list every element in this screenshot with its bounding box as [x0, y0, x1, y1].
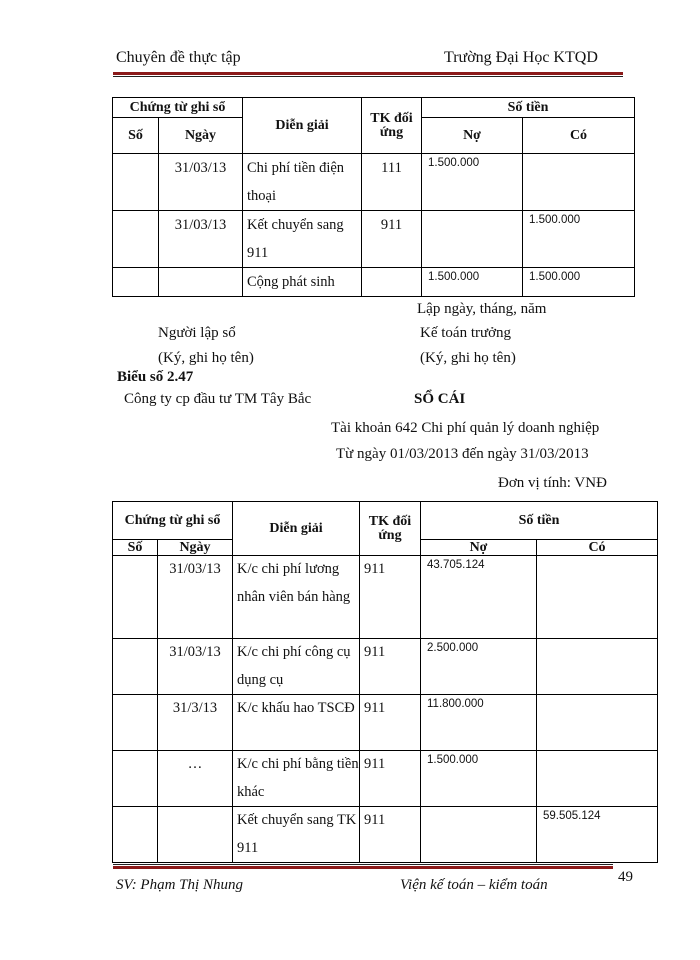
- cell-so: [113, 751, 158, 807]
- cell-tk: [362, 268, 422, 297]
- ledger-table-2: [112, 501, 658, 863]
- col-no-header: Nợ: [422, 118, 523, 154]
- cell-co: 1.500.000: [523, 211, 635, 268]
- table-row: [113, 154, 635, 211]
- footer-rule-thick: [113, 866, 613, 869]
- cell-no: 1.500.000: [422, 154, 523, 211]
- col-tk-header: TK đối ứng: [360, 502, 421, 556]
- cell-dien-giai: Kết chuyển sang TK 911: [233, 807, 360, 863]
- col-no-header: Nợ: [421, 540, 537, 556]
- table-row: [113, 211, 635, 268]
- table-row: [113, 751, 658, 807]
- cell-dien-giai: K/c chi phí công cụ dụng cụ: [233, 639, 360, 695]
- col-ngay-header: Ngày: [159, 118, 243, 154]
- cell-so: [113, 556, 158, 639]
- cell-dien-giai: Chi phí tiền điện thoại: [243, 154, 362, 211]
- header-rule-thin: [113, 76, 623, 77]
- signature-preparer-note: (Ký, ghi họ tên): [158, 350, 254, 366]
- cell-co: [537, 751, 658, 807]
- signature-chief-note: (Ký, ghi họ tên): [420, 350, 516, 366]
- cell-dien-giai: Cộng phát sinh: [243, 268, 362, 297]
- cell-ngay: [159, 268, 243, 297]
- cell-no: [421, 807, 537, 863]
- col-so-tien-header: Số tiền: [422, 98, 635, 118]
- cell-tk: 911: [360, 807, 421, 863]
- cell-co: [523, 154, 635, 211]
- cell-tk: 911: [360, 556, 421, 639]
- col-group-header: Chứng từ ghi sổ: [113, 502, 233, 540]
- cell-ngay: 31/03/13: [159, 154, 243, 211]
- cell-so: [113, 639, 158, 695]
- cell-co: 1.500.000: [523, 268, 635, 297]
- cell-tk: 911: [362, 211, 422, 268]
- cell-no: 11.800.000: [421, 695, 537, 751]
- cell-so: [113, 154, 159, 211]
- account-name: Tài khoản 642 Chi phí quản lý doanh nghiệp: [331, 420, 600, 436]
- cell-no: 1.500.000: [421, 751, 537, 807]
- footer-rule-thin: [113, 864, 613, 865]
- unit: Đơn vị tính: VNĐ: [498, 475, 607, 491]
- ledger-table-1: [112, 97, 635, 297]
- cell-so: [113, 268, 159, 297]
- cell-tk: 911: [360, 751, 421, 807]
- col-dien-giai-header: Diễn giải: [243, 98, 362, 154]
- table-row: [113, 639, 658, 695]
- cell-no: 43.705.124: [421, 556, 537, 639]
- header-right: Trường Đại Học KTQD: [444, 49, 598, 66]
- company-name: Công ty cp đầu tư TM Tây Bắc: [124, 391, 312, 407]
- cell-dien-giai: Kết chuyển sang 911: [243, 211, 362, 268]
- cell-ngay: 31/03/13: [158, 639, 233, 695]
- cell-ngay: 31/3/13: [158, 695, 233, 751]
- footer-student: SV: Phạm Thị Nhung: [116, 877, 243, 893]
- page-number: 49: [618, 869, 633, 885]
- cell-no: 2.500.000: [421, 639, 537, 695]
- col-group-header: Chứng từ ghi sổ: [113, 98, 243, 118]
- col-ngay-header: Ngày: [158, 540, 233, 556]
- cell-dien-giai: K/c khấu hao TSCĐ: [233, 695, 360, 751]
- cell-tk: 111: [362, 154, 422, 211]
- cell-no: 1.500.000: [422, 268, 523, 297]
- cell-no: [422, 211, 523, 268]
- cell-ngay: [158, 807, 233, 863]
- signature-preparer: Người lập sổ: [158, 325, 236, 341]
- cell-co: 59.505.124: [537, 807, 658, 863]
- cell-so: [113, 807, 158, 863]
- footer-institute: Viện kế toán – kiểm toán: [400, 877, 548, 893]
- ledger-title: SỔ CÁI: [414, 391, 466, 407]
- table-row: [113, 556, 658, 639]
- cell-co: [537, 556, 658, 639]
- cell-ngay: 31/03/13: [159, 211, 243, 268]
- signature-date-line: Lập ngày, tháng, năm: [417, 301, 547, 317]
- col-dien-giai-header: Diễn giải: [233, 502, 360, 556]
- table-row-total: [113, 268, 635, 297]
- col-co-header: Có: [537, 540, 658, 556]
- cell-so: [113, 695, 158, 751]
- col-tk-header: TK đối ứng: [362, 98, 422, 154]
- cell-dien-giai: K/c chi phí lương nhân viên bán hàng: [233, 556, 360, 639]
- cell-dien-giai: K/c chi phí bằng tiền khác: [233, 751, 360, 807]
- col-co-header: Có: [523, 118, 635, 154]
- header-left: Chuyên đề thực tập: [116, 49, 241, 66]
- period: Từ ngày 01/03/2013 đến ngày 31/03/2013: [336, 446, 589, 462]
- cell-so: [113, 211, 159, 268]
- col-so-header: Số: [113, 118, 159, 154]
- table-row: [113, 807, 658, 863]
- signature-chief: Kế toán trưởng: [420, 325, 512, 341]
- cell-co: [537, 695, 658, 751]
- cell-ngay: 31/03/13: [158, 556, 233, 639]
- section-label: Biểu số 2.47: [117, 369, 194, 385]
- col-so-header: Số: [113, 540, 158, 556]
- cell-ngay: …: [158, 751, 233, 807]
- table-row: [113, 695, 658, 751]
- col-so-tien-header: Số tiền: [421, 502, 658, 540]
- cell-co: [537, 639, 658, 695]
- cell-tk: 911: [360, 695, 421, 751]
- cell-tk: 911: [360, 639, 421, 695]
- header-rule-thick: [113, 72, 623, 75]
